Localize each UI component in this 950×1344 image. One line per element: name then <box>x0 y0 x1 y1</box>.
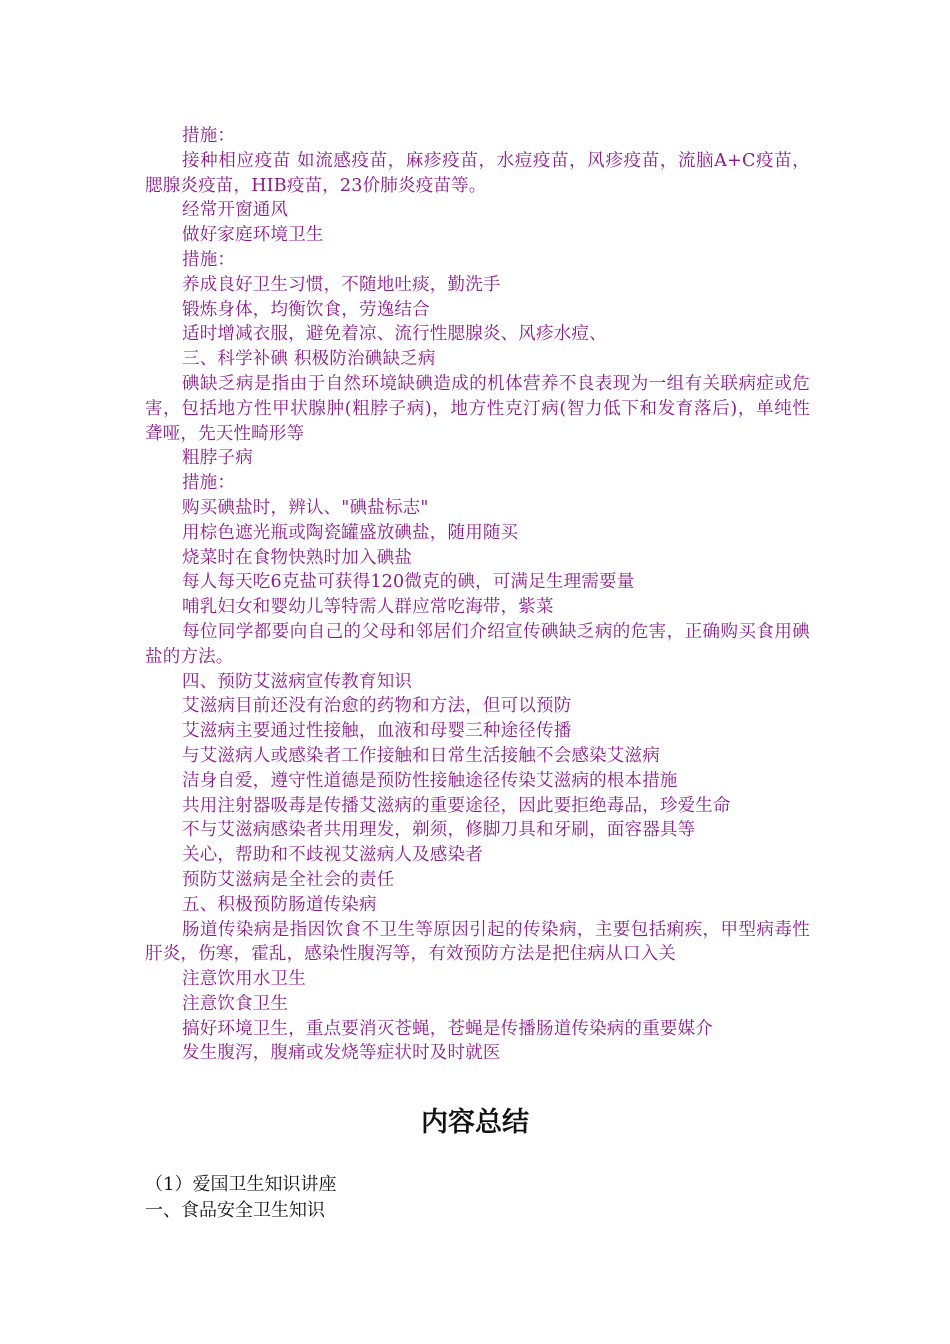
paragraph: 购买碘盐时，辨认、"碘盐标志" <box>182 497 429 518</box>
paragraph: 烧菜时在食物快熟时加入碘盐 <box>182 547 413 568</box>
paragraph: 不与艾滋病感染者共用理发，剃须，修脚刀具和牙刷，面容器具等 <box>182 820 696 841</box>
document-body <box>145 124 810 1066</box>
paragraph: 适时增减衣服，避免着凉、流行性腮腺炎、风疹水痘、 <box>182 324 607 345</box>
section-heading: 三、科学补碘 积极防治碘缺乏病 <box>182 349 436 370</box>
summary-title: 内容总结 <box>421 1107 529 1138</box>
paragraph: 每位同学都要向自己的父母和邻居们介绍宣传碘缺乏病的危害，正确购买食用碘盐的方法。 <box>145 621 810 667</box>
paragraph: 共用注射器吸毒是传播艾滋病的重要途径，因此要拒绝毒品，珍爱生命 <box>182 795 731 816</box>
paragraph: 艾滋病主要通过性接触，血液和母婴三种途径传播 <box>182 721 572 742</box>
paragraph: 预防艾滋病是全社会的责任 <box>182 869 395 890</box>
paragraph: 注意饮用水卫生 <box>182 969 306 990</box>
paragraph: 关心，帮助和不歧视艾滋病人及感染者 <box>182 845 483 866</box>
paragraph: 与艾滋病人或感染者工作接触和日常生活接触不会感染艾滋病 <box>182 745 660 766</box>
paragraph: 搞好环境卫生，重点要消灭苍蝇，苍蝇是传播肠道传染病的重要媒介 <box>182 1018 713 1039</box>
paragraph: 措施： <box>182 126 236 146</box>
paragraph: 接种相应疫苗 如流感疫苗，麻疹疫苗，水痘疫苗，风疹疫苗，流脑A+C疫苗，腮腺炎疫苗，HIB疫苗，23价肺炎疫苗等。 <box>145 150 810 196</box>
paragraph: 用棕色遮光瓶或陶瓷罐盛放碘盐，随用随买 <box>182 522 519 543</box>
paragraph: 锻炼身体，均衡饮食，劳逸结合 <box>182 299 430 320</box>
paragraph: 粗脖子病 <box>182 448 253 469</box>
paragraph: 养成良好卫生习惯，不随地吐痰，勤洗手 <box>182 274 501 295</box>
section-heading: 四、预防艾滋病宣传教育知识 <box>182 671 413 692</box>
paragraph: 洁身自爱，遵守性道德是预防性接触途径传染艾滋病的根本措施 <box>182 770 678 791</box>
summary-line: 一、食品安全卫生知识 <box>145 1200 325 1221</box>
paragraph: 每人每天吃6克盐可获得120微克的碘，可满足生理需要量 <box>182 572 635 593</box>
paragraph: 肠道传染病是指因饮食不卫生等原因引起的传染病，主要包括痢疾，甲型病毒性肝炎，伤寒，霍乱，感染性腹泻等，有效预防方法是把住病从口入关 <box>145 919 810 965</box>
paragraph: 哺乳妇女和婴幼儿等特需人群应常吃海带，紫菜 <box>182 597 554 618</box>
paragraph: 措施： <box>182 473 236 494</box>
section-heading: 五、积极预防肠道传染病 <box>182 894 377 915</box>
paragraph: 做好家庭环境卫生 <box>182 225 324 246</box>
paragraph: 碘缺乏病是指由于自然环境缺碘造成的机体营养不良表现为一组有关联病症或危害，包括地方性甲状腺肿(粗脖子病)，地方性克汀病(智力低下和发育落后)，单纯性聋哑，先天性畸形等 <box>145 373 810 444</box>
paragraph: 经常开窗通风 <box>182 200 289 221</box>
summary-line: （1）爱国卫生知识讲座 <box>145 1174 337 1195</box>
paragraph: 艾滋病目前还没有治愈的药物和方法，但可以预防 <box>182 696 572 717</box>
paragraph: 发生腹泻，腹痛或发烧等症状时及时就医 <box>182 1043 501 1064</box>
paragraph: 注意饮食卫生 <box>182 993 289 1014</box>
paragraph: 措施： <box>182 249 236 270</box>
